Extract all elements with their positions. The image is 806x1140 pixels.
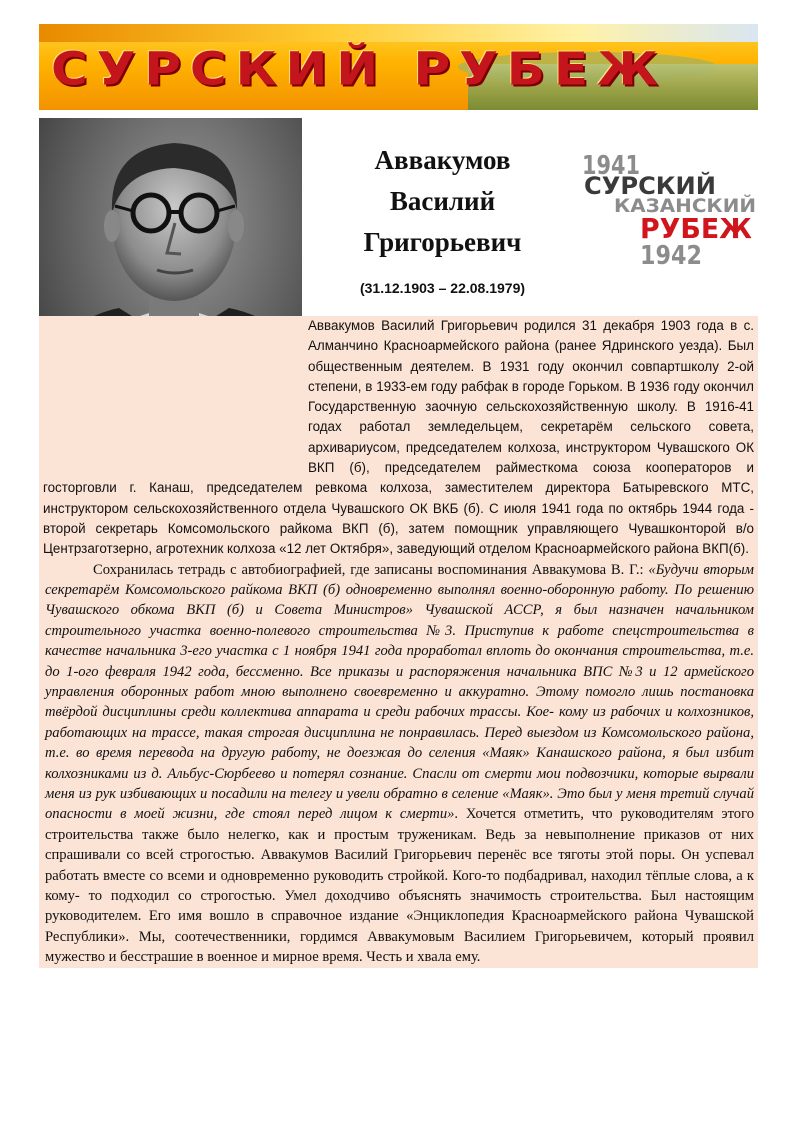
biography-paragraph-1: Аввакумов Василий Григорьевич родился 31 декабря 1903 года в с. Алманчино Красноармейского района (ранее Ядринского уезда). Был общественным деятелем. В 1931 году окончил совпартшколу 2-ой степени, в 1933-ем году рабфак в городе Горьком. В 1936 году окончил Государственную заочную сельскохозяйственную школу. В 1916-41 годах работал земледельцем, секретарём сельского совета, архивариусом, председателем колхоза, инструктором Чувашского ОК ВКП (б), председателем райместкома союза кооператоров и госторговли г. Канаш, председателем ревкома колхоза, заместителем директора Батыревского МТС, инструктором сельскохозяйственного отдела Чувашского ОК ВКБ (б). С июля 1941 года по октябрь 1944 года - второй секретарь Комсомольского райкома ВКП (б), затем помощник управляющего Чувашконторой в/о Центрзаготзерно, агротехник колхоза «12 лет Октября», заведующий отделом Красноармейского района ВКП(б). bbox=[39, 316, 758, 560]
memoir-quote: «Будучи вторым секретарём Комсомольского райкома ВКП (б) одновременно выполнял военно-оборонную работу. По решению Чувашского обкома ВКП (б) и Совета Министров» Чувашской АССР, я был назначен начальником строительного участка военно-полевого строительства №3. Приступив к работе спецстроительства в качестве начальника 3-его участка с 1 ноября 1941 года проработал вплоть до окончания строительства, т.е. до 1-ого февраля 1942 года, бессменно. Все приказы и распоряжения начальника ВПС №3 и 12 армейского управления оборонных работ мною выполнено своевременно и аккуратно. Этому помогло лишь постановка твёрдой дисциплины среди коллектива аппарата и среди рабочих трассы. Кое- кому из рабочих и колхозников, работающих на трассе, такая строгая дисциплина не понравилась. Перед выездом из Комсомольского района, т.е. во время перевода на другую работу, не доезжая до селения «Маяк» Канашского района, я был избит колхозниками из д. Альбус-Сюрбеево и потерял сознание. Спасли от смерти мои подвозчики, которые вырвали меня из рук избивающих и посадили на телегу и увели обратно в селение «Маяк». Это был у меня третий случай опасности в моей жизни, где стоял перед лицом к смерти» bbox=[45, 561, 755, 823]
person-life-dates: (31.12.1903 – 22.08.1979) bbox=[359, 280, 526, 296]
logo-line3: РУБЕЖ bbox=[640, 212, 752, 245]
logo-year-bottom: 1942 bbox=[640, 241, 702, 270]
memoir-conclusion: . Хочется отметить, что руководителям этого строительства также было нелегко, как и простым труженикам. Ведь за невыполнение приказов от них спрашивали со всей строгостью. Аввакумов Василий Григорьевич перенёс все тяготы этой поры. Он успевал работать вместе со всеми и одновременно руководить стройкой. Кого-то подбадривал, находил тёплые слова, а к кому- то подходил со строгостью. Умел доходчиво объяснять значимость строительства. Был настоящим руководителем. Его имя вошло в справочное издание «Энциклопедия Красноармейского района Чувашской Республики». Мы, соотечественники, гордимся Аввакумовым Василием Григорьевичем, который проявил мужество и бесстрашие в военное и мирное время. Честь и хвала ему. bbox=[45, 806, 754, 966]
logo-year-top: 1941 bbox=[582, 151, 640, 181]
logo-line1: СУРСКИЙ bbox=[584, 172, 716, 200]
logo-line2: КАЗАНСКИЙ bbox=[614, 195, 750, 217]
person-first-name: Василий bbox=[389, 186, 496, 216]
banner-sky bbox=[39, 24, 758, 42]
banner-title: СУРСКИЙ РУБЕЖ bbox=[51, 43, 668, 96]
person-patronymic: Григорьевич bbox=[363, 227, 522, 257]
memoir-intro: Сохранилась тетрадь с автобиографией, где записаны воспоминания Аввакумова В. Г.: bbox=[93, 561, 649, 578]
surskiy-rubezh-logo bbox=[580, 150, 758, 270]
photo-wrap-spacer bbox=[39, 316, 308, 468]
header-banner bbox=[39, 24, 758, 110]
biography-paragraph-2 bbox=[39, 560, 758, 968]
person-surname: Аввакумов bbox=[374, 145, 511, 175]
person-name bbox=[315, 140, 570, 263]
biography bbox=[39, 316, 758, 1044]
